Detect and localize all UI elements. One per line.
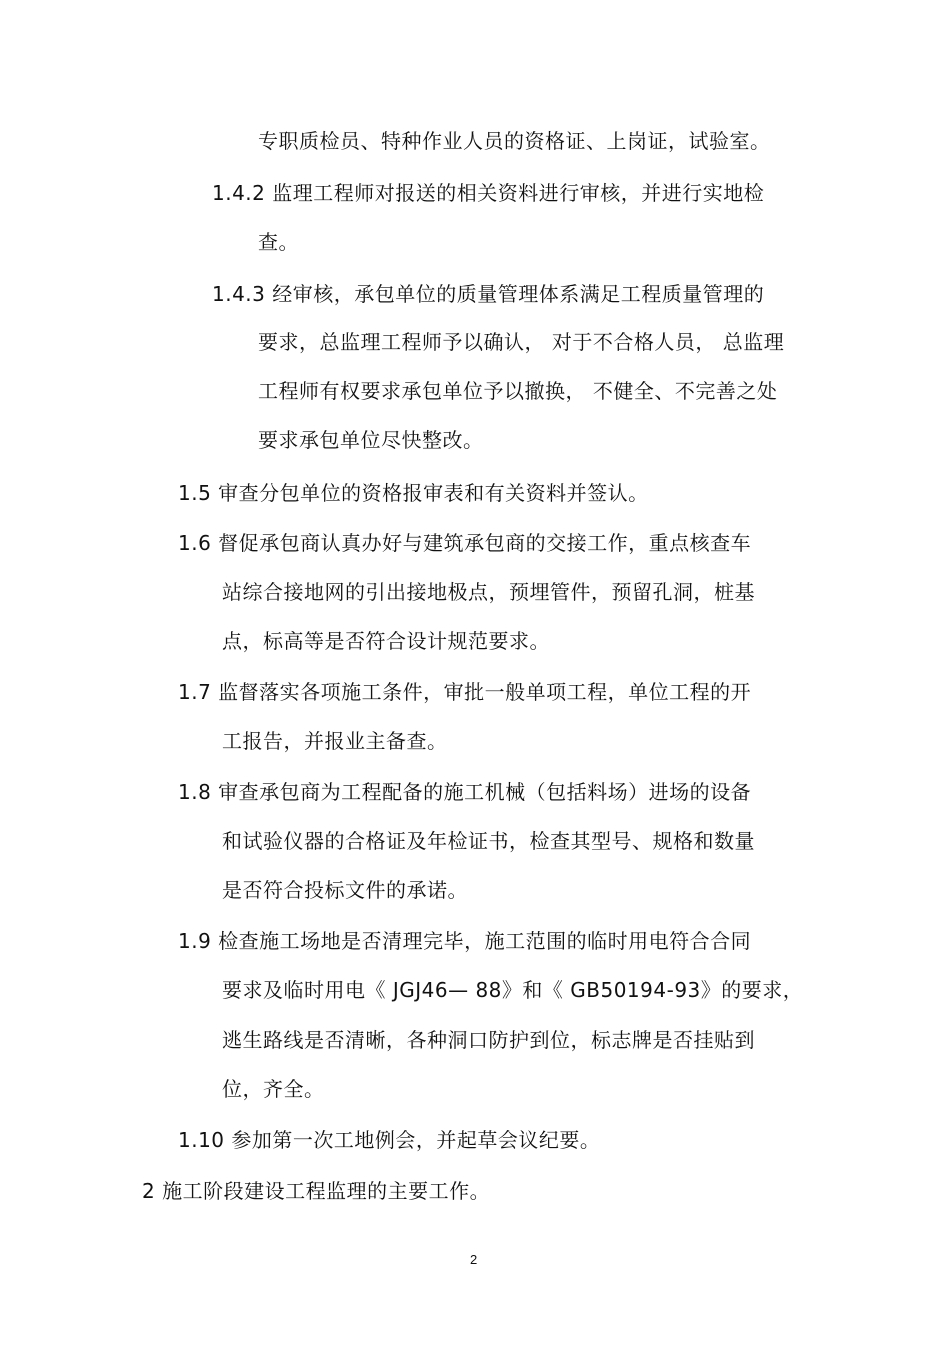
text-line-15: 和试验仪器的合格证及年检证书，检查其型号、规格和数量 xyxy=(222,829,755,853)
text-line-22: 2 施工阶段建设工程监理的主要工作。 xyxy=(142,1179,491,1203)
text-line-11: 点，标高等是否符合设计规范要求。 xyxy=(222,629,550,653)
text-line-17: 1.9 检查施工场地是否清理完毕，施工范围的临时用电符合合同 xyxy=(178,929,752,953)
text-line-1: 专职质检员、特种作业人员的资格证、上岗证，试验室。 xyxy=(258,129,771,153)
text-line-9: 1.6 督促承包商认真办好与建筑承包商的交接工作，重点核查车 xyxy=(178,531,752,555)
page-number: 2 xyxy=(470,1252,478,1267)
text-line-16: 是否符合投标文件的承诺。 xyxy=(222,878,468,902)
text-line-4: 1.4.3 经审核，承包单位的质量管理体系满足工程质量管理的 xyxy=(212,282,765,306)
text-line-21: 1.10 参加第一次工地例会，并起草会议纪要。 xyxy=(178,1128,601,1152)
text-line-8: 1.5 审查分包单位的资格报审表和有关资料并签认。 xyxy=(178,481,649,505)
text-line-12: 1.7 监督落实各项施工条件，审批一般单项工程，单位工程的开 xyxy=(178,680,752,704)
text-line-19: 逃生路线是否清晰，各种洞口防护到位，标志牌是否挂贴到 xyxy=(222,1028,755,1052)
text-line-10: 站综合接地网的引出接地极点，预埋管件，预留孔洞，桩基 xyxy=(222,580,755,604)
text-line-20: 位，齐全。 xyxy=(222,1077,325,1101)
text-line-13: 工报告，并报业主备查。 xyxy=(222,729,448,753)
text-line-18: 要求及临时用电《 JGJ46— 88》和《 GB50194-93》的要求， xyxy=(222,978,804,1002)
text-line-6: 工程师有权要求承包单位予以撤换， 不健全、不完善之处 xyxy=(258,379,778,403)
text-line-2: 1.4.2 监理工程师对报送的相关资料进行审核，并进行实地检 xyxy=(212,181,765,205)
text-line-3: 查。 xyxy=(258,230,299,254)
text-line-7: 要求承包单位尽快整改。 xyxy=(258,428,484,452)
text-line-5: 要求，总监理工程师予以确认， 对于不合格人员， 总监理 xyxy=(258,330,785,354)
text-line-14: 1.8 审查承包商为工程配备的施工机械（包括料场）进场的设备 xyxy=(178,780,752,804)
